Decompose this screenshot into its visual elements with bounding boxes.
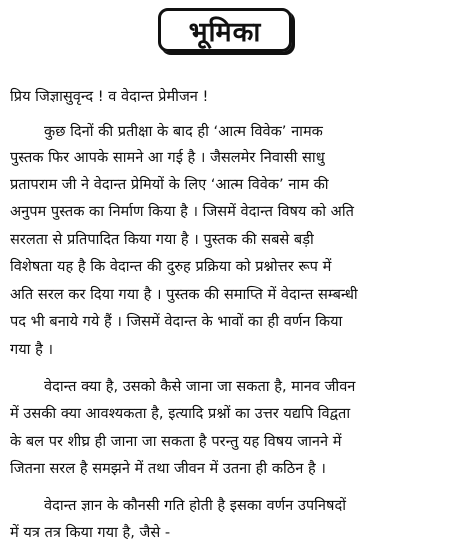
paragraph-line: अति सरल कर दिया गया है । पुस्तक की समाप्ति में वेदान्त सम्बन्धी — [10, 286, 358, 303]
paragraph-line: पद भी बनाये गये हैं । जिसमें वेदान्त के भावों का ही वर्णन किया — [10, 313, 343, 330]
salutation: प्रिय जिज्ञासुवृन्द ! व वेदान्त प्रेमीजन ! — [10, 88, 209, 105]
paragraph-line: विशेषता यह है कि वेदान्त की दुरुह प्रक्रिया को प्रश्नोत्तर रूप में — [10, 258, 332, 275]
paragraph-line: पुस्तक फिर आपके सामने आ गई है । जैसलमेर निवासी साधु — [10, 149, 325, 166]
paragraph-line: प्रतापराम जी ने वेदान्त प्रेमियों के लिए ‘आत्म विवेक’ नाम की — [10, 176, 329, 193]
paragraph-line: वेदान्त ज्ञान के कौनसी गति होती है इसका वर्णन उपनिषदों — [44, 497, 346, 514]
paragraph-line: अनुपम पुस्तक का निर्माण किया है । जिसमें वेदान्त विषय को अति — [10, 203, 354, 220]
paragraph-line: कुछ दिनों की प्रतीक्षा के बाद ही ‘आत्म विवेक’ नामक — [44, 123, 323, 140]
paragraph-line: के बल पर शीघ्र ही जाना जा सकता है परन्तु यह विषय जानने में — [10, 433, 342, 450]
paragraph-line: में उसकी क्या आवश्यकता है, इत्यादि प्रश्नों का उत्तर यद्यपि विद्वता — [10, 405, 351, 422]
paragraph-line: में यत्र तत्र किया गया है, जैसे - — [10, 524, 171, 541]
paragraph-line: जितना सरल है समझने में तथा जीवन में उतना ही कठिन है । — [10, 460, 326, 477]
title-box — [158, 8, 292, 52]
paragraph-line: गया है । — [10, 341, 54, 358]
paragraph-line: सरलता से प्रतिपादित किया गया है । पुस्तक की सबसे बड़ी — [10, 231, 314, 248]
paragraph-line: वेदान्त क्या है, उसको कैसे जाना जा सकता है, मानव जीवन — [44, 378, 356, 395]
page-title: भूमिका — [188, 16, 262, 48]
